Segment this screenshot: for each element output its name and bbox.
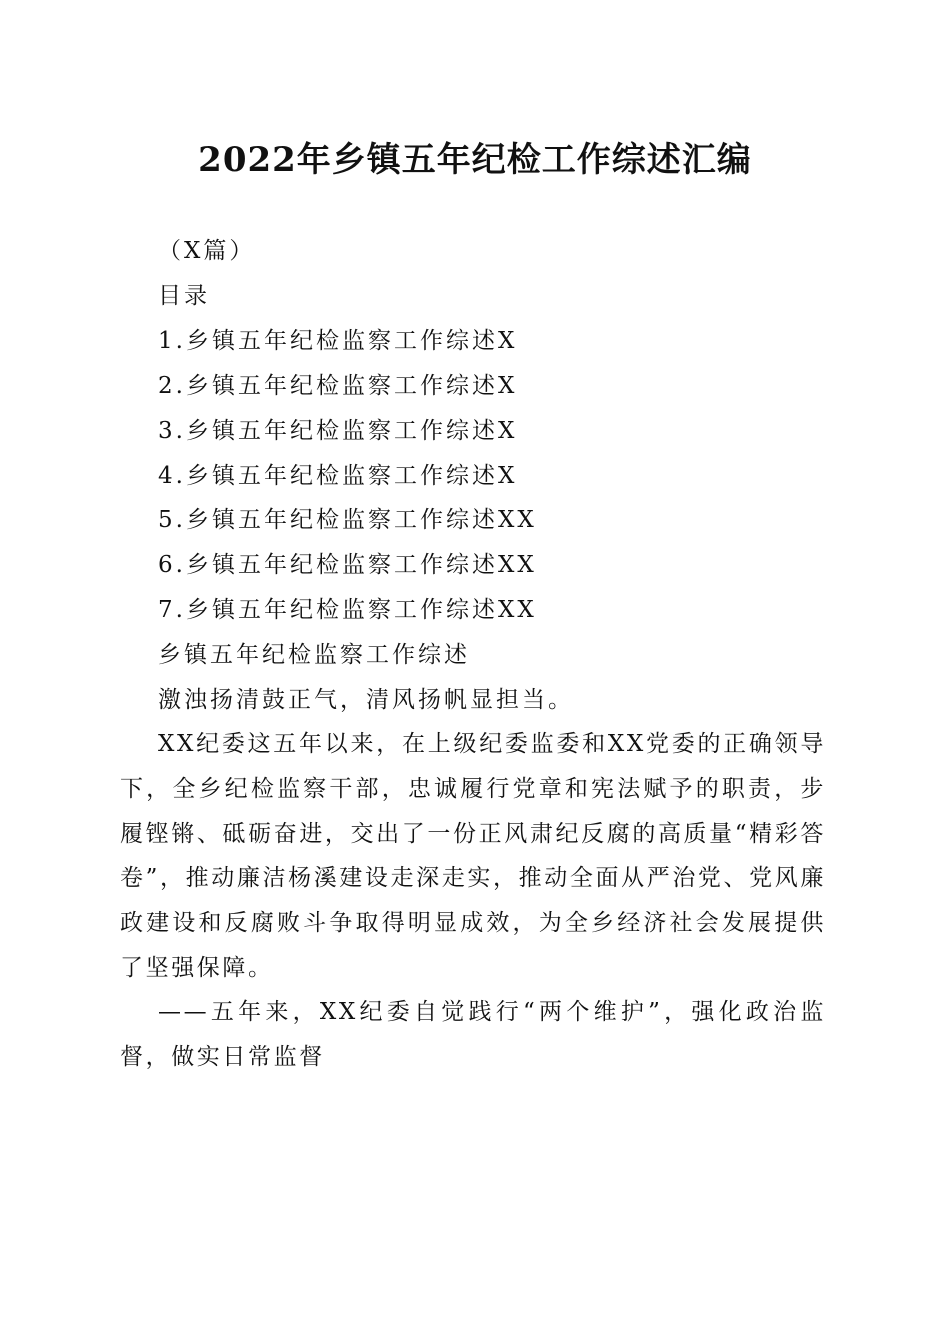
document-title: 2022年乡镇五年纪检工作综述汇编 [198, 140, 752, 180]
toc-item: 5.乡镇五年纪检监察工作综述XX [158, 507, 537, 533]
toc-heading: 目录 [158, 283, 210, 309]
section-title: 乡镇五年纪检监察工作综述 [158, 642, 470, 668]
toc-item: 2.乡镇五年纪检监察工作综述X [158, 373, 518, 399]
lead-sentence: 激浊扬清鼓正气，清风扬帆显担当。 [158, 687, 574, 713]
toc-item: 6.乡镇五年纪检监察工作综述XX [158, 552, 537, 578]
body-paragraph: XX纪委这五年以来，在上级纪委监委和XX党委的正确领导下，全乡纪检监察干部，忠诚履行党章和宪法赋予的职责，步履铿锵、砥砺奋进，交出了一份正风肃纪反腐的高质量“精彩答卷”，推动廉洁杨溪建设走深走实，推动全面从严治党、党风廉政建设和反腐败斗争取得明显成效，为全乡经济社会发展提供了坚强保障。 [120, 731, 826, 981]
toc-item: 7.乡镇五年纪检监察工作综述XX [158, 597, 537, 623]
toc-item: 1.乡镇五年纪检监察工作综述X [158, 328, 518, 354]
document-subtitle: （X篇） [158, 238, 256, 264]
body-paragraph: ——五年来，XX纪委自觉践行“两个维护”，强化政治监督，做实日常监督 [120, 999, 826, 1070]
toc-item: 3.乡镇五年纪检监察工作综述X [158, 418, 518, 444]
toc-item: 4.乡镇五年纪检监察工作综述X [158, 463, 518, 489]
